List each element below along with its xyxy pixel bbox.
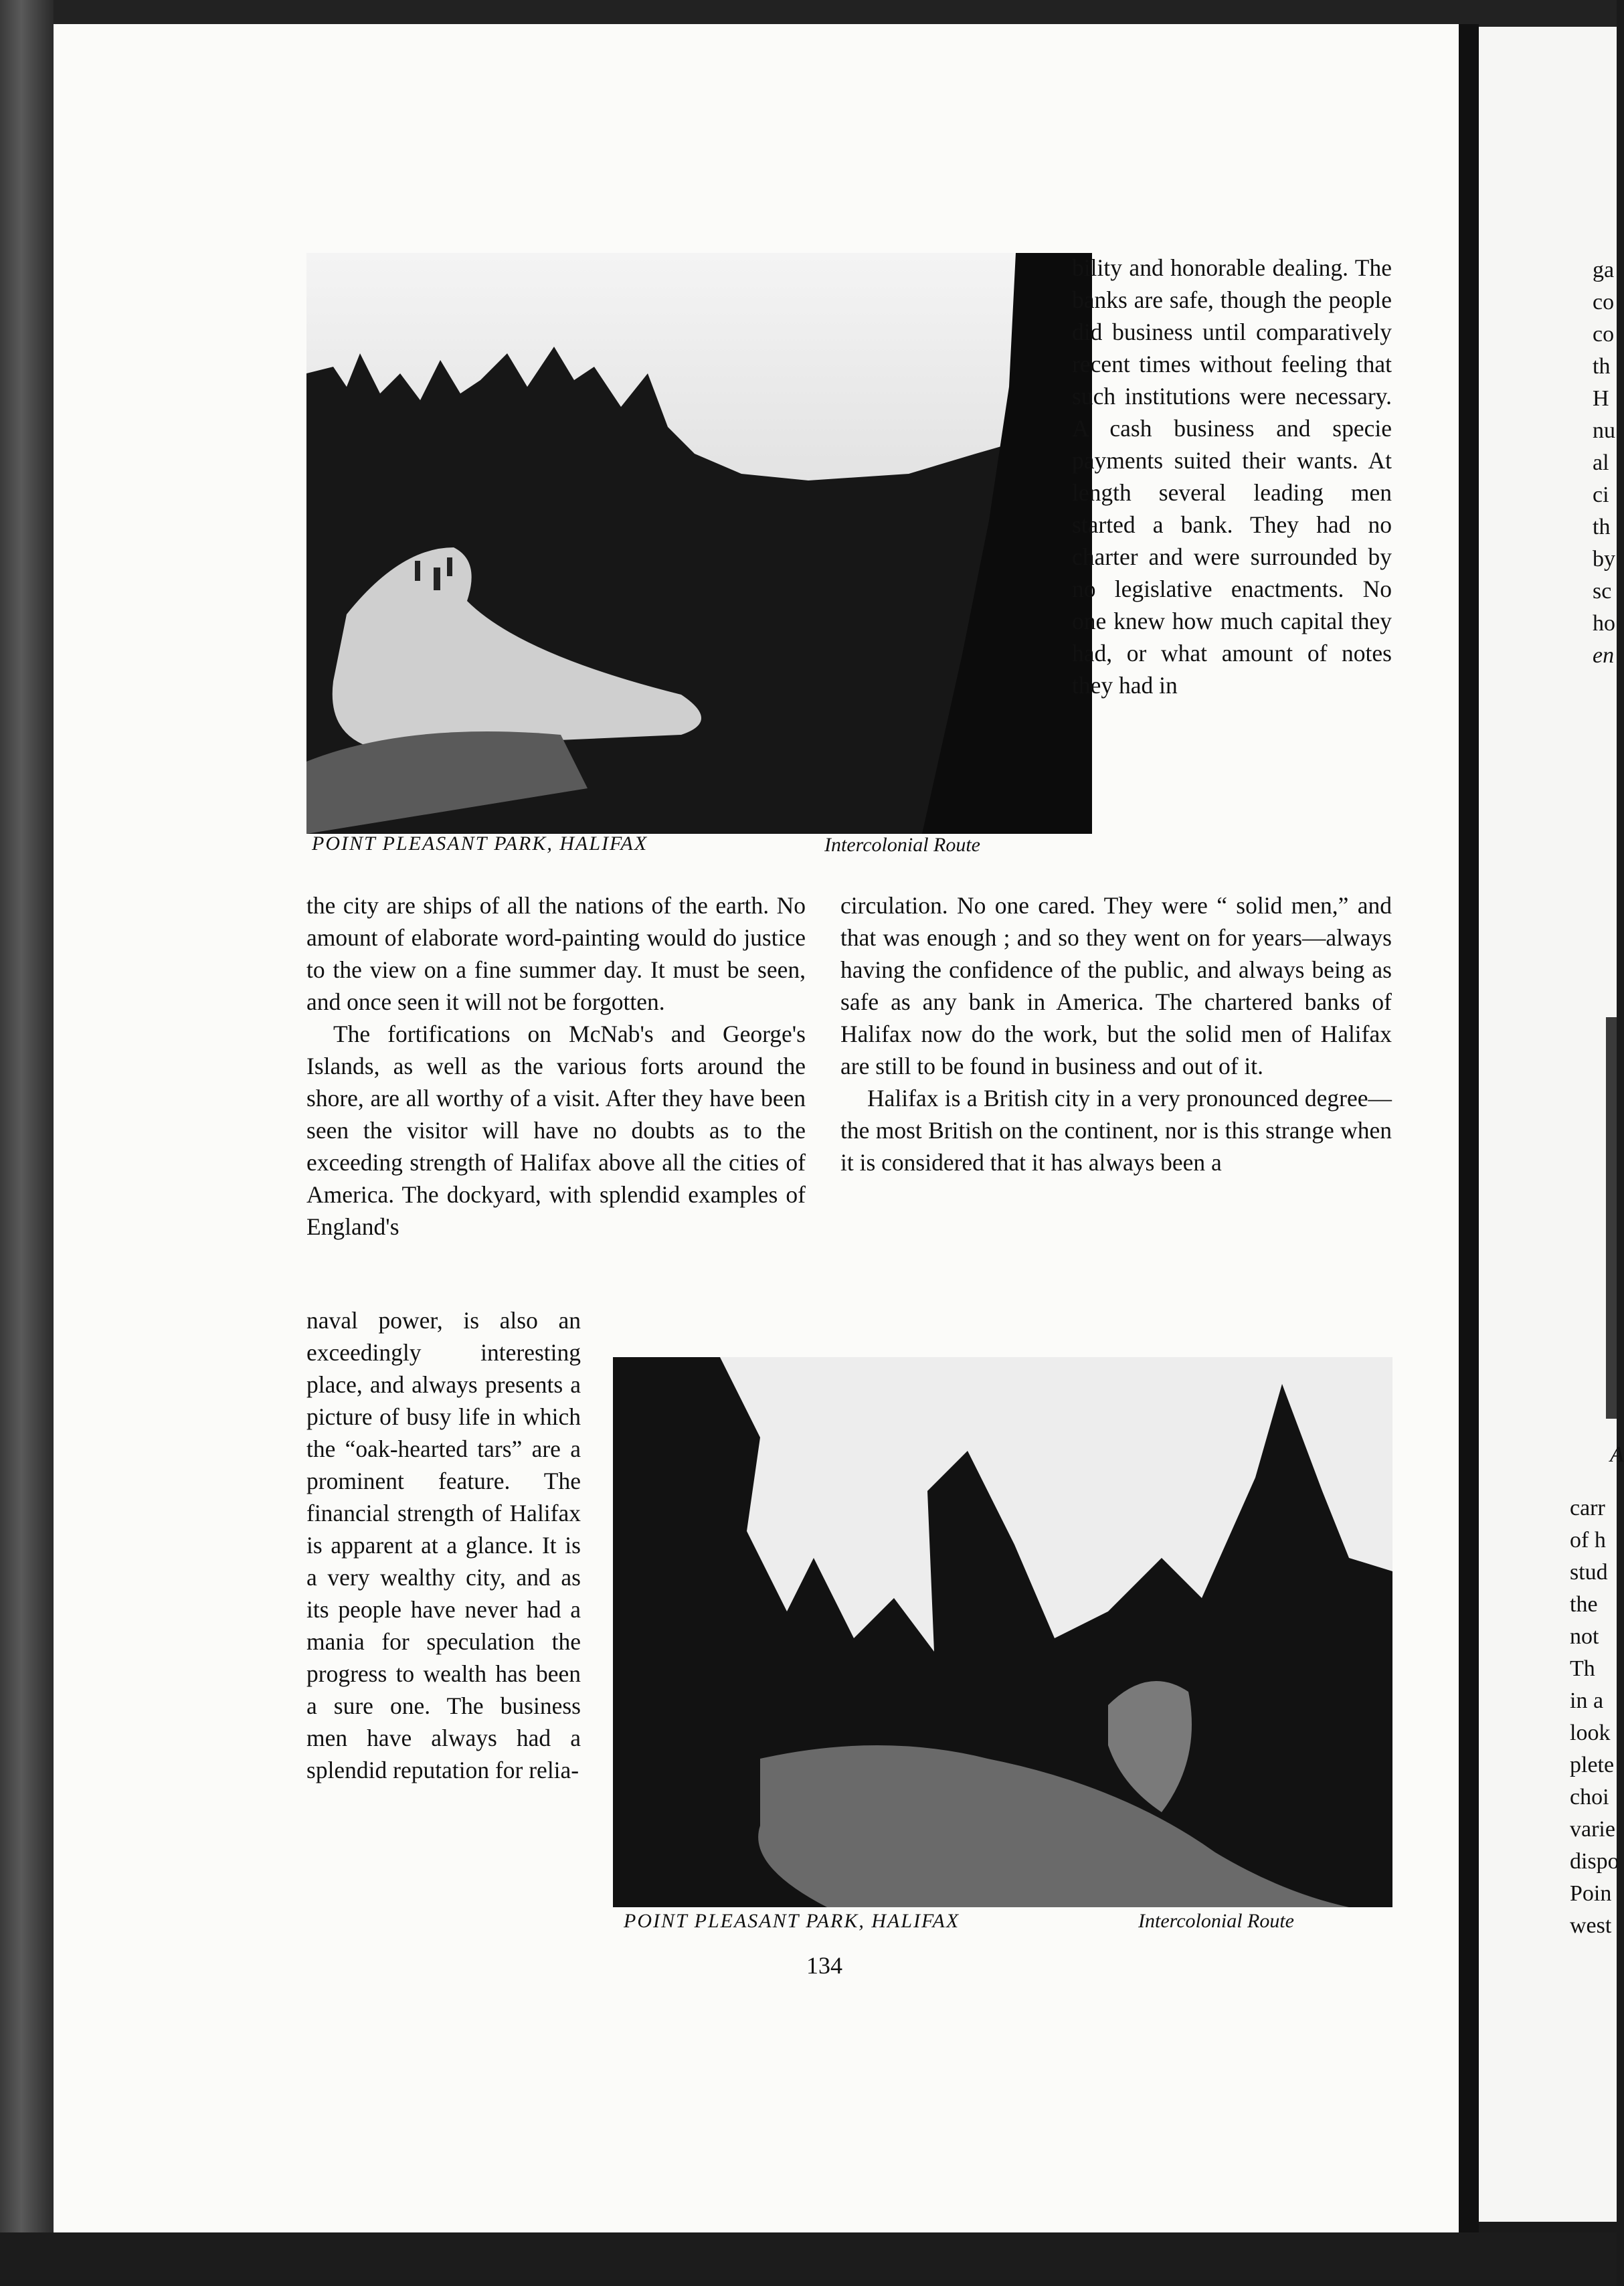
- adjacent-page-photo-edge: [1606, 1017, 1617, 1419]
- adjacent-page-bottom-text: [1570, 1492, 1619, 1942]
- text-fragment: en: [1593, 643, 1615, 668]
- photo-top: [306, 253, 1092, 834]
- text-fragment: ga: [1593, 258, 1615, 282]
- text-fragment: Th: [1570, 1656, 1595, 1681]
- paragraph: the city are ships of all the nations of the earth. No amount of elaborate word-painting would do justice to the view on a fine summer day. It must be seen, and once seen it will not be forgotten.: [306, 892, 806, 1015]
- adjacent-page-caption-fragment: A: [1610, 1442, 1624, 1467]
- text-fragment: ho: [1593, 611, 1615, 636]
- text-fragment: dispo: [1570, 1849, 1619, 1874]
- text-fragment: al: [1593, 450, 1609, 475]
- figure-caption-top: POINT PLEASANT PARK, HALIFAX: [312, 832, 648, 855]
- text-fragment: th: [1593, 515, 1611, 539]
- left-narrow-column: [306, 1304, 581, 1786]
- text-fragment: choi: [1570, 1785, 1609, 1810]
- left-column: [306, 889, 806, 1243]
- text-fragment: of h: [1570, 1528, 1606, 1553]
- text-fragment: ci: [1593, 482, 1609, 507]
- text-fragment: Poin: [1570, 1881, 1612, 1906]
- figure-caption-bottom: POINT PLEASANT PARK, HALIFAX: [624, 1910, 960, 1932]
- text-fragment: stud: [1570, 1560, 1608, 1585]
- text-fragment: in a: [1570, 1688, 1604, 1713]
- page-gutter: [1459, 24, 1479, 2286]
- text-fragment: co: [1593, 290, 1615, 315]
- text-fragment: not: [1570, 1624, 1599, 1649]
- photo-bottom: [613, 1357, 1392, 1907]
- forest-road-with-walkers-icon: [306, 253, 1092, 834]
- paragraph: naval power, is also an exceedingly interesting place, and always presents a picture of busy life in which the “oak-hearted tars” are a prominent feature. The financial strength of Halifax is apparent at a glance. It is a very wealthy city, and as its people have never had a mania for speculation the progress to wealth has been a sure one. The business men have always had a splendid reputation for relia-: [306, 1307, 581, 1783]
- book-spine: [0, 0, 54, 2286]
- book-page: [54, 24, 1459, 2232]
- text-fragment: co: [1593, 322, 1615, 347]
- text-fragment: varie: [1570, 1817, 1615, 1842]
- right-column: [840, 889, 1392, 1178]
- page-number: 134: [806, 1952, 842, 1979]
- right-top-column: [1072, 252, 1392, 701]
- adjacent-page: [1479, 27, 1624, 2222]
- text-fragment: H: [1593, 386, 1609, 411]
- figure-credit-bottom: Intercolonial Route: [1138, 1910, 1294, 1932]
- figure-credit-top: Intercolonial Route: [824, 834, 980, 856]
- paragraph: bility and honorable dealing. The banks are safe, though the people did business until comparatively recent times without feeling that such institutions were necessary. A cash business and specie payments suited their wants. At length several leading men started a bank. They had no charter and were surrounded by no legislative enactments. No one knew how much capital they had, or what amount of notes they had in: [1072, 254, 1392, 699]
- text-fragment: west: [1570, 1913, 1612, 1938]
- paragraph: Halifax is a British city in a very pronounced degree—the most British on the continent, nor is this strange when it is considered that it has always been a: [840, 1085, 1392, 1176]
- paragraph: circulation. No one cared. They were “ solid men,” and that was enough ; and so they went on for years—always having the confidence of the public, and always being as safe as any bank in America. The chartered banks of Halifax now do the work, but the solid men of Halifax are still to be found in business and out of it.: [840, 892, 1392, 1079]
- paragraph: The fortifications on McNab's and George's Islands, as well as the various forts around the shore, are all worthy of a visit. After they have been seen the visitor will have no doubts as to the exceeding strength of Halifax above all the cities of America. The dockyard, with splendid examples of England's: [306, 1021, 806, 1240]
- forest-road-clearing-icon: [613, 1357, 1392, 1907]
- adjacent-page-top-text: [1593, 254, 1615, 672]
- scan-top-border: [0, 0, 1617, 27]
- text-fragment: sc: [1593, 579, 1612, 604]
- text-fragment: plete: [1570, 1753, 1615, 1777]
- text-fragment: look: [1570, 1721, 1611, 1745]
- text-fragment: carr: [1570, 1496, 1605, 1520]
- text-fragment: nu: [1593, 418, 1615, 443]
- scan-bottom-border: [0, 2232, 1617, 2286]
- text-fragment: the: [1570, 1592, 1598, 1617]
- text-fragment: by: [1593, 547, 1615, 572]
- text-fragment: th: [1593, 354, 1611, 379]
